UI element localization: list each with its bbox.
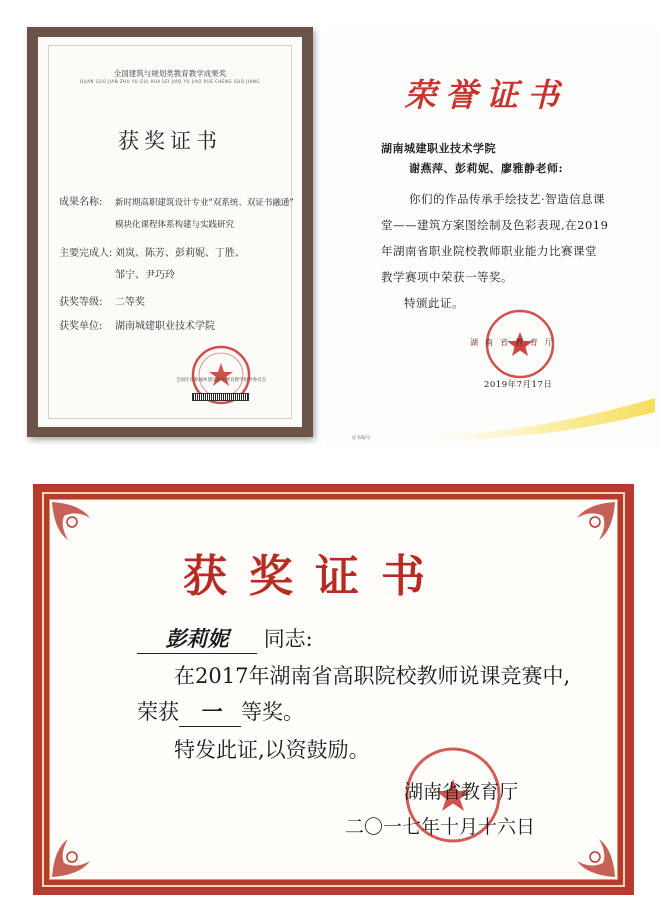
certificate-1-row: [59, 317, 215, 332]
row-value: 邹宁、尹巧玲: [115, 270, 175, 281]
certificate-3-salutation-line: [137, 623, 313, 654]
certificate-2-body-line: 堂——建筑方案图绘制及色彩表现,在2019: [381, 218, 609, 232]
row-label: 获奖等级:: [59, 297, 103, 308]
row-value: 新时期高职建筑设计专业“双系统、双证书融通”: [115, 198, 294, 208]
corner-ornament-icon: [50, 500, 106, 556]
recipient-name: 彭莉妮: [137, 623, 257, 654]
certificate-1-inner-rule: [48, 45, 292, 419]
row-value: 刘岚、陈芳、彭莉妮、丁胜、: [115, 248, 245, 259]
certificate-3-body-line: 特发此证,以资鼓励。: [174, 738, 370, 762]
certificate-3-award-line: [137, 696, 304, 727]
certificate-2-school: 湖南城建职业技术学院: [381, 142, 496, 155]
certificate-1-row: [59, 293, 145, 308]
certificate-2-closing: 特颁此证。: [404, 296, 464, 310]
row-value: 二等奖: [115, 297, 145, 308]
certificate-1-org-header: 全国建筑与规划类教育教学成果奖: [113, 69, 227, 78]
certificate-1-row: [59, 244, 245, 259]
certificate-2-teachers: 谢燕萍、彭莉妮、廖雅静老师:: [409, 162, 564, 175]
certificate-3-body-line: 在2017年湖南省高职院校教师说课竞赛中,: [174, 664, 571, 688]
certificate-1-footer: 全国住房和城乡建设职业教育教学指导委员会: [176, 378, 266, 383]
certificate-1: [27, 27, 313, 437]
certificate-1-row: [59, 193, 294, 208]
certificate-3-date: 二〇一七年十月十六日: [345, 816, 536, 838]
certificate-2-issuer: 湖南省教育厅: [470, 338, 560, 347]
corner-ornament-icon: [50, 823, 106, 879]
corner-ornament-icon: [561, 500, 617, 556]
row-label: 获奖单位:: [59, 321, 103, 332]
certificate-2-body-line: 你们的作品传承手绘技艺·智造信息课: [409, 192, 606, 206]
row-value: 模块化课程体系构建与实践研究: [115, 220, 235, 230]
row-label: 主要完成人:: [59, 248, 113, 259]
row-label: 成果名称:: [59, 197, 103, 208]
certificate-2-body-line: 年湖南省职业院校教师职业能力比赛课堂: [381, 244, 597, 258]
row-value: 湖南城建职业技术学院: [115, 321, 215, 332]
certificate-1-row: [59, 266, 175, 281]
certificate-3-issuer: 湖南省教育厅: [404, 781, 519, 803]
certificate-1-title: 获奖证书: [118, 129, 222, 153]
certificate-2-body-line: 教学赛项中荣获一等奖。: [381, 270, 513, 284]
certificate-1-barcode: [192, 393, 249, 401]
certificate-1-row: [59, 218, 234, 230]
certificate-3-title: 获奖证书: [183, 551, 447, 602]
certificate-2-cert-number: 证书编号:: [352, 436, 372, 441]
award-grade: 一: [179, 696, 241, 727]
award-suffix: 等奖。: [241, 700, 304, 724]
certificate-2-title: 荣誉证书: [404, 76, 569, 114]
award-prefix: 荣获: [137, 700, 179, 724]
certificate-2-date: 2019年7月17日: [484, 380, 553, 390]
salutation: 同志:: [263, 627, 313, 651]
certificate-2-swoosh: [430, 392, 655, 440]
corner-ornament-icon: [561, 823, 617, 879]
certificate-1-paper: [38, 37, 302, 427]
certificate-1-org-pinyin: QUAN GUO JIAN ZHU YU GUI HUA LEI JIAO YU JIAO XUE CHENG GUO JIANG: [80, 79, 260, 84]
